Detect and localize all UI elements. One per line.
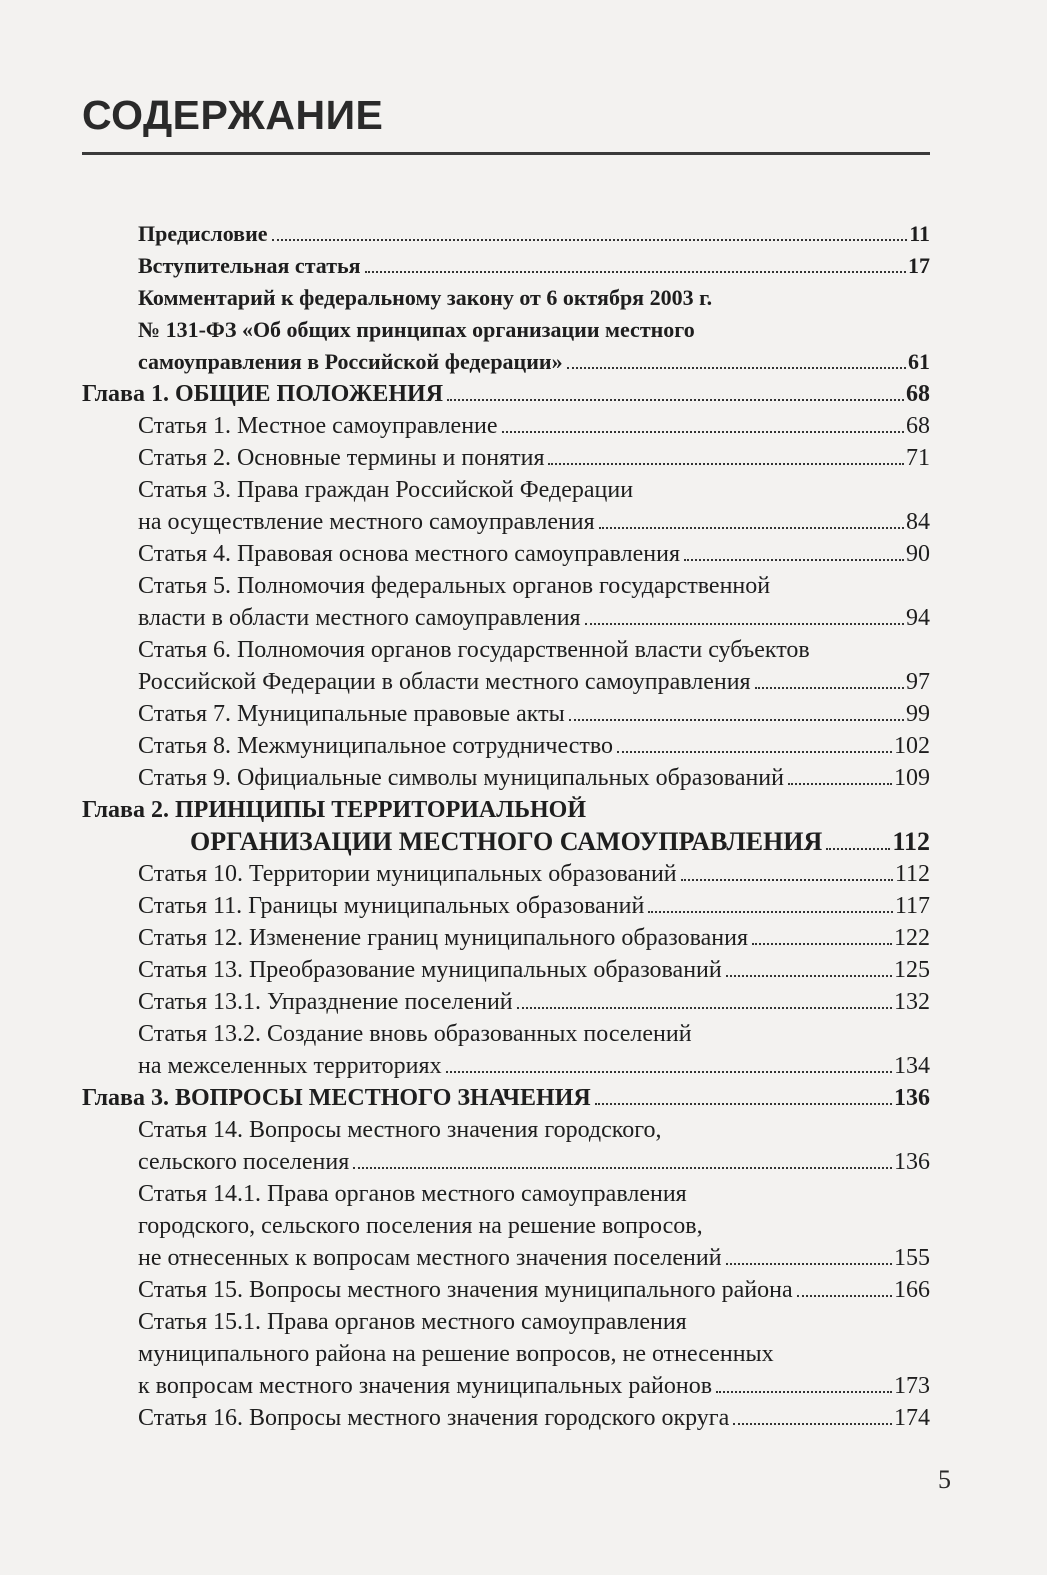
- dot-leader: [517, 1007, 892, 1009]
- toc-entry: [82, 698, 930, 730]
- toc-line: [138, 1338, 930, 1370]
- toc-line: [138, 634, 930, 666]
- toc-line: [138, 570, 930, 602]
- toc-line: [138, 474, 930, 506]
- toc-page-number: 71: [906, 445, 930, 471]
- toc-page-number: 136: [894, 1149, 930, 1175]
- toc-page-number: 109: [894, 765, 930, 791]
- toc-entry-text: Статья 9. Официальные символы муниципальных образований: [138, 765, 784, 791]
- toc-entry: [82, 1402, 930, 1434]
- toc-page-number: 117: [894, 893, 930, 919]
- toc-entry-text: Статья 10. Территории муниципальных образований: [138, 861, 677, 887]
- toc-line: [138, 218, 930, 250]
- toc-page-number: 125: [894, 957, 930, 983]
- toc-entry: [82, 1274, 930, 1306]
- toc-line: [138, 1178, 930, 1210]
- toc-chapter: [82, 1082, 930, 1114]
- dot-leader: [681, 879, 893, 881]
- toc-entry-text: Статья 13. Преобразование муниципальных образований: [138, 957, 722, 983]
- toc-line: [82, 1082, 930, 1114]
- toc-entry: [82, 858, 930, 890]
- dot-leader: [548, 463, 904, 465]
- toc-entry-text: ОРГАНИЗАЦИИ МЕСТНОГО САМОУПРАВЛЕНИЯ: [190, 827, 823, 856]
- toc-line: [138, 1210, 930, 1242]
- toc-entry-text: Глава 2. ПРИНЦИПЫ ТЕРРИТОРИАЛЬНОЙ: [82, 797, 586, 823]
- dot-leader: [446, 1071, 892, 1073]
- dot-leader: [595, 1103, 892, 1105]
- toc-page-number: 132: [894, 989, 930, 1015]
- toc-page-number: 68: [906, 413, 930, 439]
- dot-leader: [272, 239, 908, 241]
- toc-page-number: 155: [894, 1245, 930, 1271]
- toc-entry: [82, 410, 930, 442]
- toc-page-number: 122: [894, 925, 930, 951]
- toc-entry: [82, 986, 930, 1018]
- toc-entry-text: Глава 3. ВОПРОСЫ МЕСТНОГО ЗНАЧЕНИЯ: [82, 1085, 591, 1111]
- toc-page-number: 84: [906, 509, 930, 535]
- toc-entry: [82, 1018, 930, 1082]
- toc-line: [138, 922, 930, 954]
- toc-entry-text: Статья 15.1. Права органов местного самоуправления: [138, 1309, 687, 1335]
- toc-line: [138, 602, 930, 634]
- page-title: СОДЕРЖАНИЕ: [82, 92, 384, 138]
- toc-page-number: 90: [906, 541, 930, 567]
- toc-page-number: 112: [894, 861, 930, 887]
- toc-line: [138, 1274, 930, 1306]
- toc-page-number: 68: [906, 381, 930, 407]
- toc-entry-text: городского, сельского поселения на решение вопросов,: [138, 1213, 703, 1239]
- toc-line: [138, 858, 930, 890]
- toc-line: [138, 506, 930, 538]
- toc-entry-text: Вступительная статья: [138, 253, 361, 278]
- toc-page-number: 99: [906, 701, 930, 727]
- toc-page-number: 134: [894, 1053, 930, 1079]
- toc-entry-text: Статья 14.1. Права органов местного самоуправления: [138, 1181, 687, 1207]
- toc-line: [138, 1402, 930, 1434]
- toc-entry: [82, 1306, 930, 1402]
- dot-leader: [755, 687, 904, 689]
- toc-line: [138, 1370, 930, 1402]
- toc-entry: [82, 570, 930, 634]
- dot-leader: [726, 975, 892, 977]
- toc-entry-text: к вопросам местного значения муниципальных районов: [138, 1373, 713, 1399]
- toc-entry-text: Глава 1. ОБЩИЕ ПОЛОЖЕНИЯ: [82, 381, 444, 407]
- toc-line: [138, 762, 930, 794]
- toc-line: [138, 410, 930, 442]
- toc-entry-text: Статья 13.1. Упразднение поселений: [138, 989, 513, 1015]
- toc-entry-text: на межселенных территориях: [138, 1053, 442, 1079]
- toc-page-number: 11: [909, 221, 930, 246]
- toc-entry-text: на осуществление местного самоуправления: [138, 509, 595, 535]
- title-rule: [82, 152, 930, 155]
- toc-line: [138, 282, 930, 314]
- toc-entry-text: Предисловие: [138, 221, 268, 246]
- toc-entry-text: Статья 11. Границы муниципальных образований: [138, 893, 645, 919]
- toc-entry-text: Российской Федерации в области местного самоуправления: [138, 669, 751, 695]
- toc-page-number: 173: [894, 1373, 930, 1399]
- toc-chapter: [82, 794, 930, 858]
- toc-chapter: [82, 378, 930, 410]
- toc-entry-text: Статья 2. Основные термины и понятия: [138, 445, 545, 471]
- toc-entry-text: Комментарий к федеральному закону от 6 октября 2003 г.: [138, 285, 713, 310]
- toc-entry: [82, 1114, 930, 1178]
- toc-line: [82, 794, 930, 826]
- toc-entry-text: Статья 5. Полномочия федеральных органов государственной: [138, 573, 771, 599]
- toc-entry: [82, 250, 930, 282]
- toc-page-number: 166: [894, 1277, 930, 1303]
- toc-entry-text: муниципального района на решение вопросов, не отнесенных: [138, 1341, 774, 1367]
- dot-leader: [567, 367, 906, 369]
- toc-entry: [82, 474, 930, 538]
- toc-line: [138, 666, 930, 698]
- toc-page-number: 112: [892, 827, 930, 856]
- dot-leader: [648, 911, 893, 913]
- dot-leader: [585, 623, 904, 625]
- toc-line: [138, 730, 930, 762]
- table-of-contents: [82, 218, 930, 1434]
- toc-line: [138, 442, 930, 474]
- toc-entry: [82, 538, 930, 570]
- toc-entry-text: Статья 13.2. Создание вновь образованных поселений: [138, 1021, 692, 1047]
- toc-entry-text: Статья 4. Правовая основа местного самоуправления: [138, 541, 681, 567]
- toc-entry-text: Статья 15. Вопросы местного значения муниципального района: [138, 1277, 793, 1303]
- toc-entry: [82, 730, 930, 762]
- toc-line: [138, 698, 930, 730]
- toc-line: [138, 1050, 930, 1082]
- toc-entry-text: Статья 16. Вопросы местного значения городского округа: [138, 1405, 730, 1431]
- toc-line: [138, 1018, 930, 1050]
- toc-line: [138, 954, 930, 986]
- toc-entry-text: самоуправления в Российской федерации»: [138, 349, 563, 374]
- toc-line: [138, 890, 930, 922]
- dot-leader: [733, 1423, 892, 1425]
- toc-page-number: 97: [906, 669, 930, 695]
- toc-page-number: 102: [894, 733, 930, 759]
- toc-entry-text: Статья 1. Местное самоуправление: [138, 413, 498, 439]
- toc-entry-text: не отнесенных к вопросам местного значения поселений: [138, 1245, 722, 1271]
- toc-entry-text: Статья 12. Изменение границ муниципального образования: [138, 925, 749, 951]
- dot-leader: [502, 431, 904, 433]
- dot-leader: [569, 719, 904, 721]
- toc-entry-text: сельского поселения: [138, 1149, 350, 1175]
- toc-page-number: 17: [908, 253, 930, 278]
- toc-line: [138, 1114, 930, 1146]
- toc-page-number: 174: [894, 1405, 930, 1431]
- dot-leader: [353, 1167, 892, 1169]
- toc-entry: [82, 634, 930, 698]
- toc-entry: [82, 282, 930, 378]
- toc-entry-text: № 131-ФЗ «Об общих принципах организации местного: [138, 317, 695, 342]
- toc-entry-text: Статья 14. Вопросы местного значения городского,: [138, 1117, 662, 1143]
- toc-line: [82, 378, 930, 410]
- toc-entry: [82, 922, 930, 954]
- dot-leader: [599, 527, 904, 529]
- toc-entry-text: власти в области местного самоуправления: [138, 605, 581, 631]
- toc-entry: [82, 954, 930, 986]
- toc-line: [138, 986, 930, 1018]
- toc-entry-text: Статья 7. Муниципальные правовые акты: [138, 701, 565, 727]
- toc-line: [82, 826, 930, 858]
- dot-leader: [826, 848, 890, 850]
- toc-entry-text: Статья 8. Межмуниципальное сотрудничество: [138, 733, 614, 759]
- dot-leader: [716, 1391, 892, 1393]
- toc-line: [138, 250, 930, 282]
- toc-line: [138, 1306, 930, 1338]
- dot-leader: [684, 559, 904, 561]
- toc-entry-text: Статья 6. Полномочия органов государственной власти субъектов: [138, 637, 810, 663]
- dot-leader: [788, 783, 892, 785]
- dot-leader: [797, 1295, 892, 1297]
- toc-page-number: 94: [906, 605, 930, 631]
- toc-line: [138, 1146, 930, 1178]
- dot-leader: [617, 751, 892, 753]
- toc-entry: [82, 762, 930, 794]
- dot-leader: [447, 399, 904, 401]
- toc-line: [138, 538, 930, 570]
- toc-page-number: 61: [908, 349, 930, 374]
- toc-entry: [82, 1178, 930, 1274]
- page-number: 5: [938, 1465, 951, 1494]
- toc-entry-text: Статья 3. Права граждан Российской Федерации: [138, 477, 634, 503]
- toc-line: [138, 1242, 930, 1274]
- toc-entry: [82, 890, 930, 922]
- dot-leader: [726, 1263, 892, 1265]
- dot-leader: [752, 943, 892, 945]
- toc-page-number: 136: [894, 1085, 930, 1111]
- toc-entry: [82, 218, 930, 250]
- toc-line: [138, 346, 930, 378]
- toc-line: [138, 314, 930, 346]
- dot-leader: [365, 271, 906, 273]
- toc-entry: [82, 442, 930, 474]
